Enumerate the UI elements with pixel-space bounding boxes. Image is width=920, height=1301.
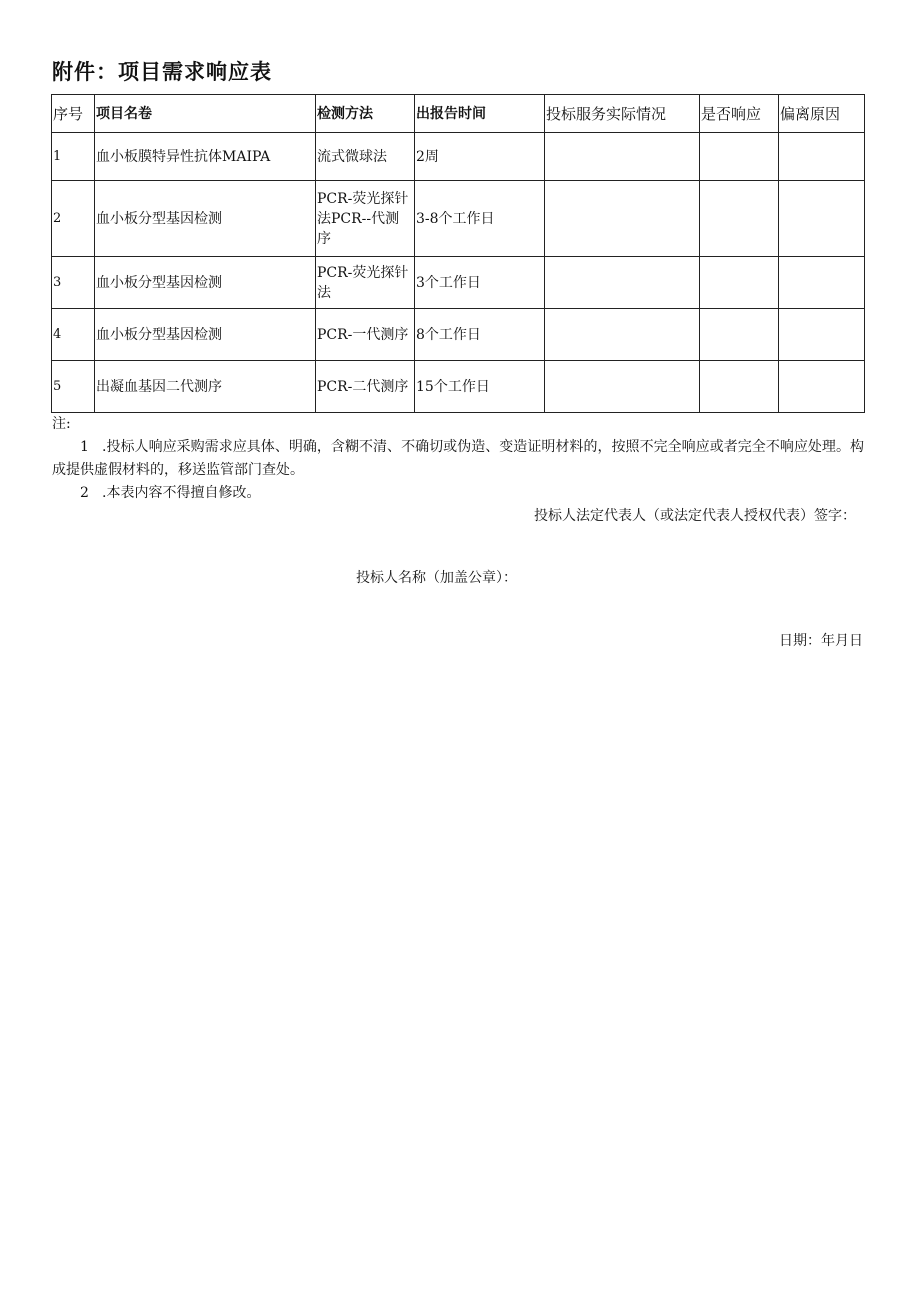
cell-no: 3 (52, 257, 95, 309)
cell-method: PCR-荧光探针法PCR--代测序 (316, 181, 415, 257)
cell-report-time: 8个工作日 (415, 309, 545, 361)
table-row (52, 257, 865, 309)
cell-respond[interactable] (700, 361, 779, 413)
cell-no: 1 (52, 133, 95, 181)
header-deviation: 偏离原因 (779, 95, 865, 133)
page-title: 附件：项目需求响应表 (52, 60, 272, 84)
cell-method: PCR-二代测序 (316, 361, 415, 413)
date-line: 日期：年月日 (779, 633, 863, 649)
note-item (52, 436, 864, 482)
cell-deviation[interactable] (779, 181, 865, 257)
note-text: .投标人响应采购需求应具体、明确，含糊不清、不确切或伪造、变造证明材料的，按照不完全响应或者完全不响应处理。构成提供虚假材料的，移送监管部门查处。 (52, 439, 864, 478)
cell-no: 5 (52, 361, 95, 413)
cell-actual[interactable] (545, 309, 700, 361)
cell-item-name: 血小板分型基因检测 (95, 309, 316, 361)
cell-actual[interactable] (545, 181, 700, 257)
cell-method: PCR-一代测序 (316, 309, 415, 361)
cell-actual[interactable] (545, 133, 700, 181)
table-header-row (52, 95, 865, 133)
notes-label: 注: (52, 416, 71, 432)
cell-item-name: 血小板分型基因检测 (95, 181, 316, 257)
cell-method: PCR-荧光探针法 (316, 257, 415, 309)
cell-no: 4 (52, 309, 95, 361)
cell-deviation[interactable] (779, 309, 865, 361)
cell-actual[interactable] (545, 361, 700, 413)
note-item (52, 482, 864, 505)
requirement-table (51, 94, 865, 413)
note-text: .本表内容不得擅自修改。 (102, 485, 261, 501)
cell-report-time: 3个工作日 (415, 257, 545, 309)
cell-respond[interactable] (700, 181, 779, 257)
table-row (52, 181, 865, 257)
header-report-time: 出报告时间 (415, 95, 545, 133)
representative-signature-line: 投标人法定代表人（或法定代表人授权代表）签字： (534, 508, 856, 524)
header-item-name: 项目名卷 (95, 95, 316, 133)
cell-actual[interactable] (545, 257, 700, 309)
table-row (52, 361, 865, 413)
header-actual: 投标服务实际情况 (545, 95, 700, 133)
cell-respond[interactable] (700, 133, 779, 181)
cell-report-time: 3-8个工作日 (415, 181, 545, 257)
cell-deviation[interactable] (779, 361, 865, 413)
table-row (52, 309, 865, 361)
note-number: 1 (80, 439, 89, 455)
cell-method: 流式微球法 (316, 133, 415, 181)
cell-deviation[interactable] (779, 257, 865, 309)
cell-respond[interactable] (700, 257, 779, 309)
notes-section (52, 413, 864, 505)
cell-item-name: 血小板分型基因检测 (95, 257, 316, 309)
cell-report-time: 15个工作日 (415, 361, 545, 413)
header-method: 检测方法 (316, 95, 415, 133)
cell-item-name: 出凝血基因二代测序 (95, 361, 316, 413)
cell-deviation[interactable] (779, 133, 865, 181)
cell-item-name: 血小板膜特异性抗体MAIPA (95, 133, 316, 181)
header-respond: 是否响应 (700, 95, 779, 133)
cell-respond[interactable] (700, 309, 779, 361)
header-no: 序号 (52, 95, 95, 133)
cell-report-time: 2周 (415, 133, 545, 181)
table-row (52, 133, 865, 181)
bidder-name-line: 投标人名称（加盖公章）： (356, 570, 517, 586)
cell-no: 2 (52, 181, 95, 257)
note-number: 2 (80, 485, 89, 501)
